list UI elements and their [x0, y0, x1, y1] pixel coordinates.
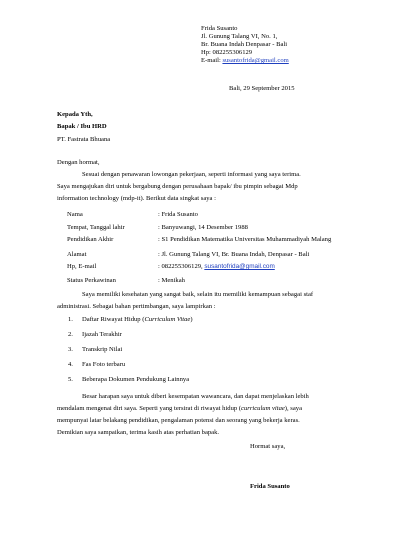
bio-value-marital: : Menikah	[158, 277, 185, 284]
bio-phone: : 082255306129,	[158, 263, 205, 270]
bio-label-education: Pendidikan Akhir	[67, 236, 114, 243]
greeting: Dengan hormat,	[57, 159, 100, 166]
bio-email-link[interactable]: susantofrida@gmail.com	[204, 263, 275, 270]
bio-value-contact	[158, 263, 275, 271]
attachment-num: 5.	[68, 376, 73, 383]
sender-address-1: Jl. Gunung Talang VI, No. 1,	[201, 33, 278, 40]
attachment-num: 4.	[68, 361, 73, 368]
intro-line-3: information technology (mdp-it). Berikut data singkat saya :	[57, 195, 216, 202]
signature-name: Frida Susanto	[250, 483, 290, 490]
attachment-item: Ijazah Terakhir	[82, 331, 122, 338]
sender-phone: Hp: 082255306129	[201, 49, 253, 56]
attachment-num: 1.	[68, 316, 73, 323]
sender-email-label: E-mail:	[201, 57, 223, 64]
bio-value-birth: : Banyuwangi, 14 Desember 1988	[158, 224, 248, 231]
bio-label-birth: Tempat, Tanggal lahir	[67, 224, 125, 231]
attachment-num: 2.	[68, 331, 73, 338]
recipient-line-3: PT. Fastrata Bhuana	[57, 136, 111, 143]
attachment-after: )	[190, 316, 193, 323]
sender-name: Frida Susanto	[201, 25, 238, 32]
attachment-italic: Curriculum Vitae	[144, 316, 191, 323]
para2-line-1: Saya memiliki kesehatan yang sangat baik, selain itu memiliki kemampuan sebagai staf	[82, 291, 314, 298]
closing: Hormat saya,	[250, 443, 286, 450]
attachment-item	[82, 316, 193, 324]
sender-email-link[interactable]: susantofrida@gmail.com	[222, 57, 289, 64]
recipient-line-1: Kepada Yth,	[57, 111, 93, 118]
para3-line-2-after: ), saya	[284, 405, 303, 412]
para3-line-2-text: mendalam mengenai diri saya. Seperti yang tersirat di riwayat hidup (	[57, 405, 242, 412]
para3-line-4: Demikian saya sampaikan, terima kasih atas perhatian bapak.	[57, 429, 220, 436]
bio-value-name: : Frida Susanto	[158, 211, 198, 218]
bio-value-education: : S1 Pendidikan Matematika Universitas Muhammadiyah Malang	[158, 236, 332, 243]
attachment-item: Beberapa Dokumen Pendukung Lainnya	[82, 376, 190, 383]
bio-label-name: Nama	[67, 211, 83, 218]
para3-line-3: mempunyai latar belakang pendidikan, pengalaman potensi dan seorang yang bekerja keras.	[57, 417, 300, 424]
attachment-text: Daftar Riwayat Hidup (	[82, 316, 145, 323]
para3-line-1: Besar harapan saya untuk diberi kesempatan wawancara, dan dapat menjelaskan lebih	[82, 393, 309, 400]
para3-line-2-italic: curriculum vitae	[241, 405, 285, 412]
attachment-item: Fas Foto terbaru	[82, 361, 126, 368]
para2-line-2: administrasi. Sebagai bahan pertimbangan, saya lampirkan :	[57, 303, 216, 310]
letter-date: Bali, 29 September 2015	[229, 85, 295, 92]
sender-address-2: Br. Buana Indah Denpasar - Bali	[201, 41, 288, 48]
attachment-item: Transkrip Nilai	[82, 346, 123, 353]
intro-line-2: Saya mengajukan diri untuk bergabung dengan perusahaan bapak/ ibu pimpin sebagai Mdp	[57, 183, 298, 190]
attachment-num: 3.	[68, 346, 73, 353]
recipient-line-2: Bapak / Ibu HRD	[57, 123, 107, 130]
sender-email-line	[201, 57, 289, 65]
bio-label-marital: Status Perkawinan	[67, 277, 116, 284]
para3-line-2	[57, 405, 302, 413]
bio-label-address: Alamat	[67, 251, 87, 258]
bio-label-contact: Hp, E-mail	[67, 263, 97, 270]
intro-line-1: Sesuai dengan penawaran lowongan pekerjaan, seperti informasi yang saya terima.	[82, 171, 301, 178]
bio-value-address: : Jl. Gunung Talang VI, Br. Buana Indah, Denpasar - Bali	[158, 251, 310, 258]
